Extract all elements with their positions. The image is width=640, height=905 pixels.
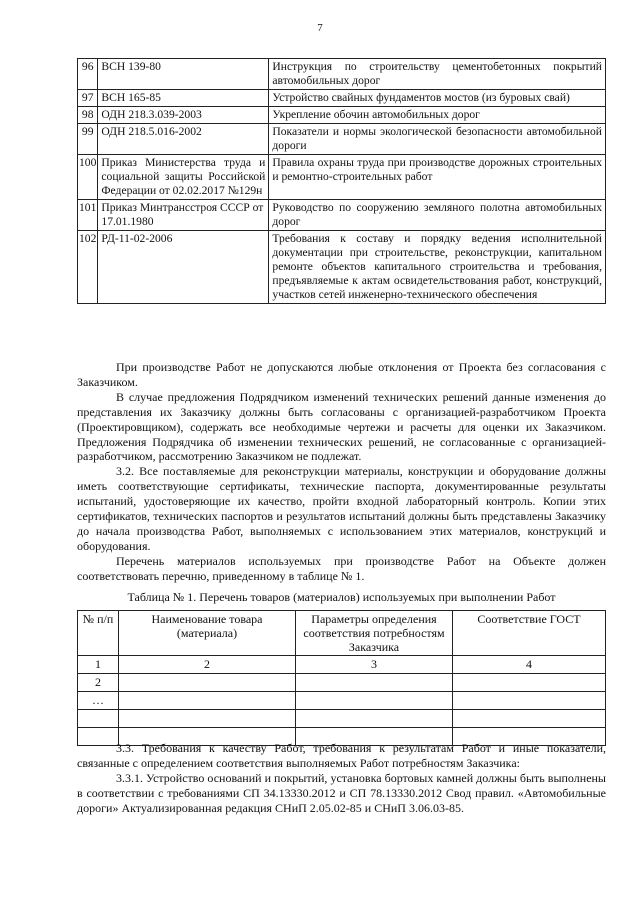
paragraph: В случае предложения Подрядчиком изменений технических решений данные изменения до представления их Заказчику должны быть согласованы с организацией-разработчиком Проекта (Проектировщиком), содержать все необходимые чертежи и расчеты для оценки их Заказчиком. Предложения Подрядчика об изменении технических решений, не согласованные с организацией-разработчиком, рассмотрению Заказчиком не подлежат.: [77, 389, 606, 464]
table-cell: [453, 692, 606, 710]
column-header: № п/п: [78, 611, 119, 656]
norm-description: Устройство свайных фундаментов мостов (из буровых свай): [269, 90, 606, 107]
norm-code: ОДН 218.5.016-2002: [98, 124, 269, 155]
table-row: [78, 656, 606, 674]
norm-description: Укрепление обочин автомобильных дорог: [269, 107, 606, 124]
table-row: [78, 59, 606, 90]
table-header-row: [78, 611, 606, 656]
norm-description: Руководство по сооружению земляного полотна автомобильных дорог: [269, 200, 606, 231]
paragraph: 3.2. Все поставляемые для реконструкции материалы, конструкции и оборудование должны иметь соответствующие сертификаты, технические паспорта, документированные результаты испытаний, удостоверяющие их качество, пройти входной лабораторный контроль. Копии этих сертификатов, технических паспортов и результатов испытаний должны быть представлены Заказчику до начала производства Работ, выполняемых с использованием этих материалов, конструкций и оборудования.: [77, 464, 606, 553]
table-cell: [119, 710, 296, 728]
table-row: [78, 90, 606, 107]
table-row: [78, 710, 606, 728]
norm-code: ВСН 139-80: [98, 59, 269, 90]
norm-description: Показатели и нормы экологической безопасности автомобильной дороги: [269, 124, 606, 155]
table-row: [78, 155, 606, 200]
row-number: 98: [78, 107, 98, 124]
table-row: [78, 674, 606, 692]
norm-code: ОДН 218.3.039-2003: [98, 107, 269, 124]
row-number: 101: [78, 200, 98, 231]
body-text: [77, 360, 606, 584]
table-cell: [296, 710, 453, 728]
norms-table: [77, 58, 606, 304]
row-number: 99: [78, 124, 98, 155]
table-row: [78, 231, 606, 304]
table-cell: 4: [453, 656, 606, 674]
table-cell: [296, 674, 453, 692]
goods-table: [77, 610, 606, 746]
body-text-after-table: [77, 741, 606, 816]
column-header: Параметры определения соответствия потребностям Заказчика: [296, 611, 453, 656]
table-cell: 2: [78, 674, 119, 692]
table-cell: …: [78, 692, 119, 710]
row-number: 100: [78, 155, 98, 200]
table-row: [78, 692, 606, 710]
norm-description: Правила охраны труда при производстве дорожных строительных и ремонтно-строительных работ: [269, 155, 606, 200]
norm-code: РД-11-02-2006: [98, 231, 269, 304]
norm-description: Инструкция по строительству цементобетонных покрытий автомобильных дорог: [269, 59, 606, 90]
table-row: [78, 200, 606, 231]
table-cell: [119, 692, 296, 710]
table-cell: 2: [119, 656, 296, 674]
table-cell: 1: [78, 656, 119, 674]
row-number: 102: [78, 231, 98, 304]
paragraph: 3.3. Требования к качеству Работ, требования к результатам Работ и иные показатели, связанные с определением соответствия выполняемых Работ потребностям Заказчика:: [77, 741, 606, 770]
norm-code: Приказ Минтрансстроя СССР от 17.01.1980: [98, 200, 269, 231]
table-cell: [78, 710, 119, 728]
table-cell: [119, 674, 296, 692]
table-row: [78, 107, 606, 124]
table-cell: 3: [296, 656, 453, 674]
norm-code: ВСН 165-85: [98, 90, 269, 107]
norm-code: Приказ Министерства труда и социальной защиты Российской Федерации от 02.02.2017 №129н: [98, 155, 269, 200]
page-number: 7: [317, 22, 323, 34]
table-caption: Таблица № 1. Перечень товаров (материалов) используемых при выполнении Работ: [127, 590, 556, 604]
paragraph: Перечень материалов используемых при производстве Работ на Объекте должен соответствовать перечню, приведенному в таблице № 1.: [77, 553, 606, 583]
row-number: 97: [78, 90, 98, 107]
paragraph: 3.3.1. Устройство оснований и покрытий, установка бортовых камней должны быть выполнены в соответствии с требованиями СП 34.13330.2012 и СП 78.13330.2012 Свод правил. «Автомобильные дороги» Актуализированная редакция СНиП 2.05.02-85 и СНиП 3.06.03-85.: [77, 770, 606, 815]
table-cell: [453, 674, 606, 692]
table-cell: [296, 692, 453, 710]
table-row: [78, 124, 606, 155]
column-header: Соответствие ГОСТ: [453, 611, 606, 656]
column-header: Наименование товара (материала): [119, 611, 296, 656]
table-cell: [453, 710, 606, 728]
norm-description: Требования к составу и порядку ведения исполнительной документации при строительстве, реконструкции, капитальном ремонте объектов капитального строительства и требования, предъявляемые к актам освидетельствования работ, конструкций, участков сетей инженерно-технического обеспечения: [269, 231, 606, 304]
row-number: 96: [78, 59, 98, 90]
paragraph: При производстве Работ не допускаются любые отклонения от Проекта без согласования с Заказчиком.: [77, 360, 606, 389]
